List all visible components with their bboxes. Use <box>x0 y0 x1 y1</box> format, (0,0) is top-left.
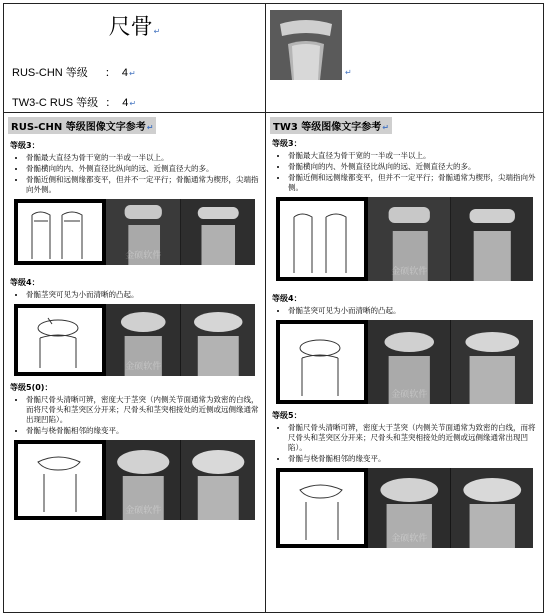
header-image-cell: ↵ <box>266 4 544 113</box>
list-item: • 骨骺横向的内、外侧直径比纵向的远、近侧直径大的多。 <box>26 164 259 174</box>
rus-chn-grade-label: RUS-CHN 等级 <box>12 67 88 79</box>
rus-chn-grade-value: 4 <box>121 67 128 79</box>
tw3-grade-label: TW3-C RUS 等级 <box>12 97 99 109</box>
grade5-diagram <box>280 472 364 544</box>
right-grade3-list <box>288 151 537 193</box>
tw3-grade-value: 4 <box>122 97 129 109</box>
grade4-xray-1 <box>106 304 181 376</box>
tw3-grade-line: TW3-C RUS 等级 ： 4↵ <box>12 97 137 109</box>
list-item: • 骨骺近侧和远侧缘都变平，但并不一定平行；骨骺通常为楔形，尖端指向外侧。 <box>26 175 259 195</box>
grade5-diagram <box>18 444 102 516</box>
grade4-xray-1 <box>368 320 451 404</box>
grade3-xray-2 <box>181 199 256 265</box>
grade5-xray-2 <box>181 440 256 520</box>
watermark: 金硕软件 <box>391 534 428 544</box>
grade4-xray-2 <box>181 304 256 376</box>
grade3-diagram <box>280 201 364 277</box>
right-grade4-images <box>276 320 533 404</box>
grade5-xray-1 <box>368 468 451 548</box>
left-grade5-list <box>26 395 259 436</box>
right-grade5-images <box>276 468 533 548</box>
grade5-xray-2 <box>451 468 534 548</box>
left-grade4-title: 等级4： <box>10 278 40 287</box>
left-grade5-title: 等级5(0)： <box>10 383 53 392</box>
watermark: 金硕软件 <box>391 267 428 277</box>
list-item: • 骨骺茎突可见为小而清晰的凸起。 <box>26 290 259 300</box>
grade3-xray-2 <box>451 197 534 281</box>
left-grade3-list <box>26 153 259 195</box>
list-item: • 骨骺与桡骨骺相邻的缘变平。 <box>26 426 259 436</box>
tw3-section-title: TW3 等级图像文字参考↵ <box>270 117 392 134</box>
grade4-diagram <box>18 308 102 372</box>
watermark: 金硕软件 <box>125 506 162 516</box>
list-item: • 骨骺最大直径为骨干宽的一半或一半以上。 <box>288 151 537 161</box>
rus-chn-reference-cell <box>4 113 266 613</box>
list-item: • 骨骺横向的内、外侧直径比纵向的远、近侧直径大的多。 <box>288 162 537 172</box>
watermark: 金硕软件 <box>125 251 162 261</box>
tw3-reference-cell <box>266 113 544 613</box>
left-grade3-title: 等级3： <box>10 141 40 150</box>
list-item: • 骨骺茎突可见为小而清晰的凸起。 <box>288 306 537 316</box>
grade3-diagram <box>18 203 102 261</box>
reference-table <box>3 3 544 613</box>
list-item: • 骨骺近侧和远侧缘都变平，但并不一定平行；骨骺通常为楔形，尖端指向外侧。 <box>288 173 537 193</box>
bone-title: 尺骨↵ <box>108 15 161 40</box>
right-grade5-list <box>288 423 537 464</box>
right-grade3-title: 等级3： <box>272 139 302 148</box>
list-item: • 骨骺尺骨头清晰可辨，密度大于茎突（内侧关节面通常为致密的白线，而将尺骨头和茎突区分开来；尺骨头和茎突相接处的近侧或远侧缘通常出现凹陷）。 <box>288 423 537 453</box>
list-item: • 骨骺最大直径为骨干宽的一半或一半以上。 <box>26 153 259 163</box>
grade3-xray-1 <box>368 197 451 281</box>
right-grade3-images <box>276 197 533 281</box>
rus-chn-grade-line: RUS-CHN 等级 ： 4↵ <box>12 67 136 79</box>
grade4-xray-2 <box>451 320 534 404</box>
watermark: 金硕软件 <box>125 362 162 372</box>
ulna-xray-thumbnail <box>270 10 342 80</box>
grade4-diagram <box>280 324 364 400</box>
left-grade5-images <box>14 440 255 520</box>
list-item: • 骨骺尺骨头清晰可辨，密度大于茎突（内侧关节面通常为致密的白线，而将尺骨头和茎突区分开来；尺骨头和茎突相接处的近侧或远侧缘通常出现凹陷）。 <box>26 395 259 425</box>
grade5-xray-1 <box>106 440 181 520</box>
left-grade4-images <box>14 304 255 376</box>
left-grade4-list <box>26 290 259 300</box>
grade3-xray-1 <box>106 199 181 265</box>
rus-chn-section-title: RUS-CHN 等级图像文字参考↵ <box>8 117 156 134</box>
right-grade5-title: 等级5： <box>272 411 302 420</box>
right-grade4-title: 等级4： <box>272 294 302 303</box>
right-grade4-list <box>288 306 537 316</box>
list-item: • 骨骺与桡骨骺相邻的缘变平。 <box>288 454 537 464</box>
header-info-cell <box>4 4 266 113</box>
watermark: 金硕软件 <box>391 390 428 400</box>
left-grade3-images <box>14 199 255 265</box>
